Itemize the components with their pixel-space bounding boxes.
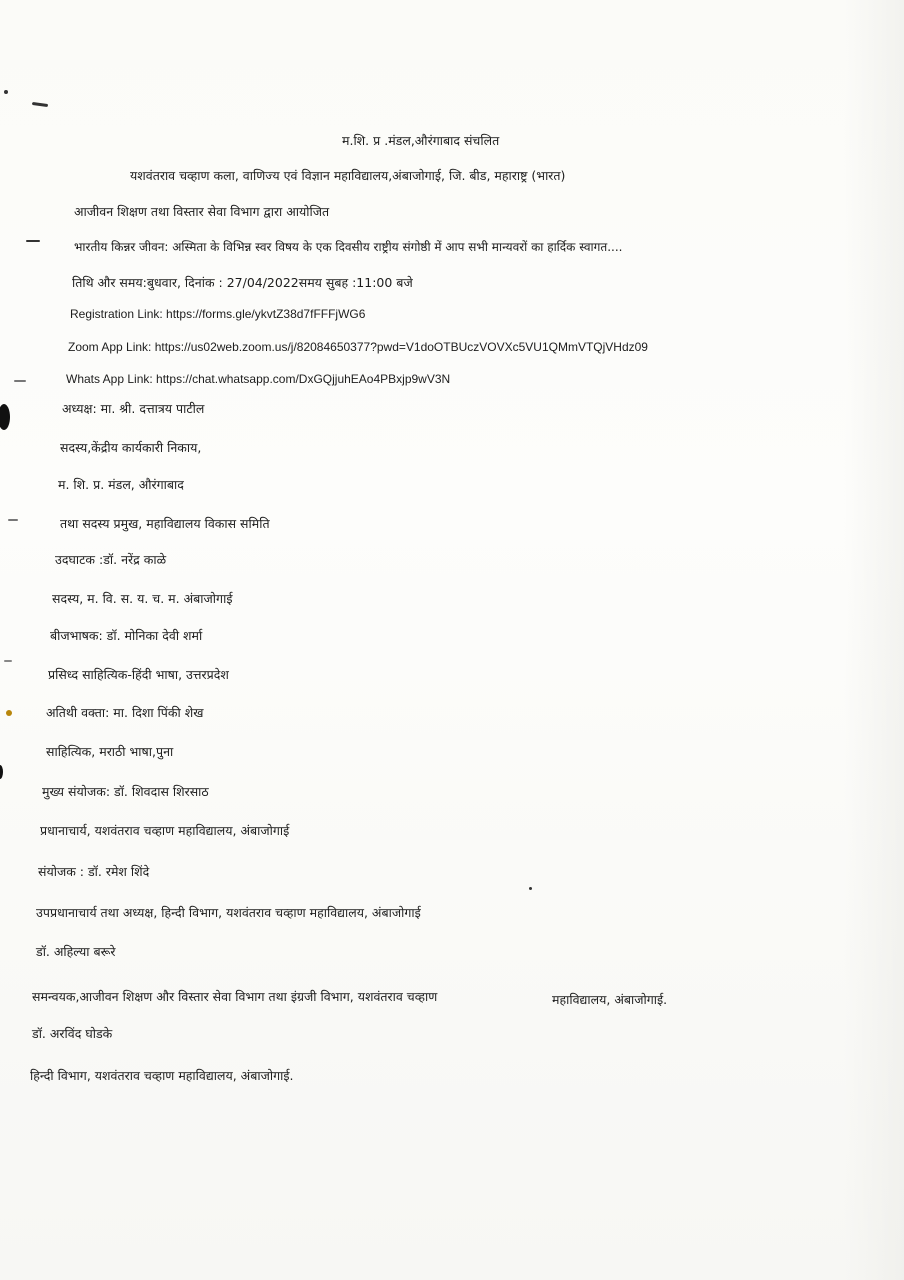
scan-speck xyxy=(4,660,12,662)
organization-header: म.शि. प्र .मंडल,औरंगाबाद संचलित xyxy=(342,133,500,148)
convener-role: उपप्रधानाचार्य तथा अध्यक्ष, हिन्दी विभाग, यशवंतराव चव्हाण महाविद्यालय, अंबाजोगाई xyxy=(36,905,421,920)
whatsapp-link[interactable]: Whats App Link: https://chat.whatsapp.com/DxGQjjuhEAo4PBxjp9wV3N xyxy=(66,372,451,386)
date-time-line: तिथि और समय:बुधवार, दिनांक : 27/04/2022समय सुबह :11:00 बजे xyxy=(72,275,413,290)
coordinator-1-role-b: महाविद्यालय, अंबाजोगाई. xyxy=(552,992,668,1007)
scan-speck xyxy=(529,887,532,890)
inaugurator-role: सदस्य, म. वि. स. य. च. म. अंबाजोगाई xyxy=(52,591,233,606)
zoom-link[interactable]: Zoom App Link: https://us02web.zoom.us/j/82084650377?pwd=V1doOTBUczVOVXc5VU1QMmVTQjVHdz09 xyxy=(68,340,648,354)
college-name: यशवंतराव चव्हाण कला, वाणिज्य एवं विज्ञान महाविद्यालय,अंबाजोगाई, जि. बीड, महाराष्ट्र (भारत) xyxy=(130,168,566,183)
inaugurator-title: उदघाटक :डॉ. नरेंद्र काळे xyxy=(55,552,167,567)
coordinator-1-role-a: समन्वयक,आजीवन शिक्षण और विस्तार सेवा विभाग तथा इंग्रजी विभाग, यशवंतराव चव्हाण xyxy=(32,989,438,1004)
chief-convener-title: मुख्य संयोजक: डॉ. शिवदास शिरसाठ xyxy=(42,784,209,799)
president-role-1: सदस्य,केंद्रीय कार्यकारी निकाय, xyxy=(60,440,202,455)
guest-speaker-role: साहित्यिक, मराठी भाषा,पुना xyxy=(46,744,174,759)
president-role-3: तथा सदस्य प्रमुख, महाविद्यालय विकास समिति xyxy=(60,516,270,531)
scan-blot xyxy=(0,404,10,430)
paper-crease-shadow xyxy=(844,0,904,1280)
guest-speaker-title: अतिथी वक्ता: मा. दिशा पिंकी शेख xyxy=(46,705,204,720)
organizer-line: आजीवन शिक्षण तथा विस्तार सेवा विभाग द्वारा आयोजित xyxy=(74,204,330,219)
scan-speck xyxy=(4,90,8,94)
registration-link[interactable]: Registration Link: https://forms.gle/ykvtZ38d7fFFFjWG6 xyxy=(70,307,366,321)
coordinator-1-name: डॉ. अहिल्या बरूरे xyxy=(36,944,116,959)
scan-speck xyxy=(26,240,40,242)
scan-speck xyxy=(14,380,26,382)
chief-convener-role: प्रधानाचार्य, यशवंतराव चव्हाण महाविद्यालय, अंबाजोगाई xyxy=(40,823,290,838)
keynote-role: प्रसिध्द साहित्यिक-हिंदी भाषा, उत्तरप्रदेश xyxy=(48,667,229,682)
president-title: अध्यक्ष: मा. श्री. दत्तात्रय पाटील xyxy=(62,401,205,416)
convener-title: संयोजक : डॉ. रमेश शिंदे xyxy=(38,864,150,879)
coordinator-2-name: डॉ. अरविंद घोडके xyxy=(32,1026,113,1041)
welcome-line: भारतीय किन्नर जीवन: अस्मिता के विभिन्न स्वर विषय के एक दिवसीय राष्ट्रीय संगोष्ठी में आप सभी मान्यवरों का हार्दिक स्वागत.... xyxy=(74,240,623,254)
scan-speck xyxy=(32,102,48,107)
scan-speck xyxy=(6,710,12,716)
coordinator-2-role: हिन्दी विभाग, यशवंतराव चव्हाण महाविद्यालय, अंबाजोगाई. xyxy=(30,1068,294,1083)
president-role-2: म. शि. प्र. मंडल, औरंगाबाद xyxy=(58,477,184,492)
scan-blot xyxy=(0,765,3,779)
keynote-title: बीजभाषक: डॉ. मोनिका देवी शर्मा xyxy=(50,628,203,643)
scan-speck xyxy=(8,519,18,521)
